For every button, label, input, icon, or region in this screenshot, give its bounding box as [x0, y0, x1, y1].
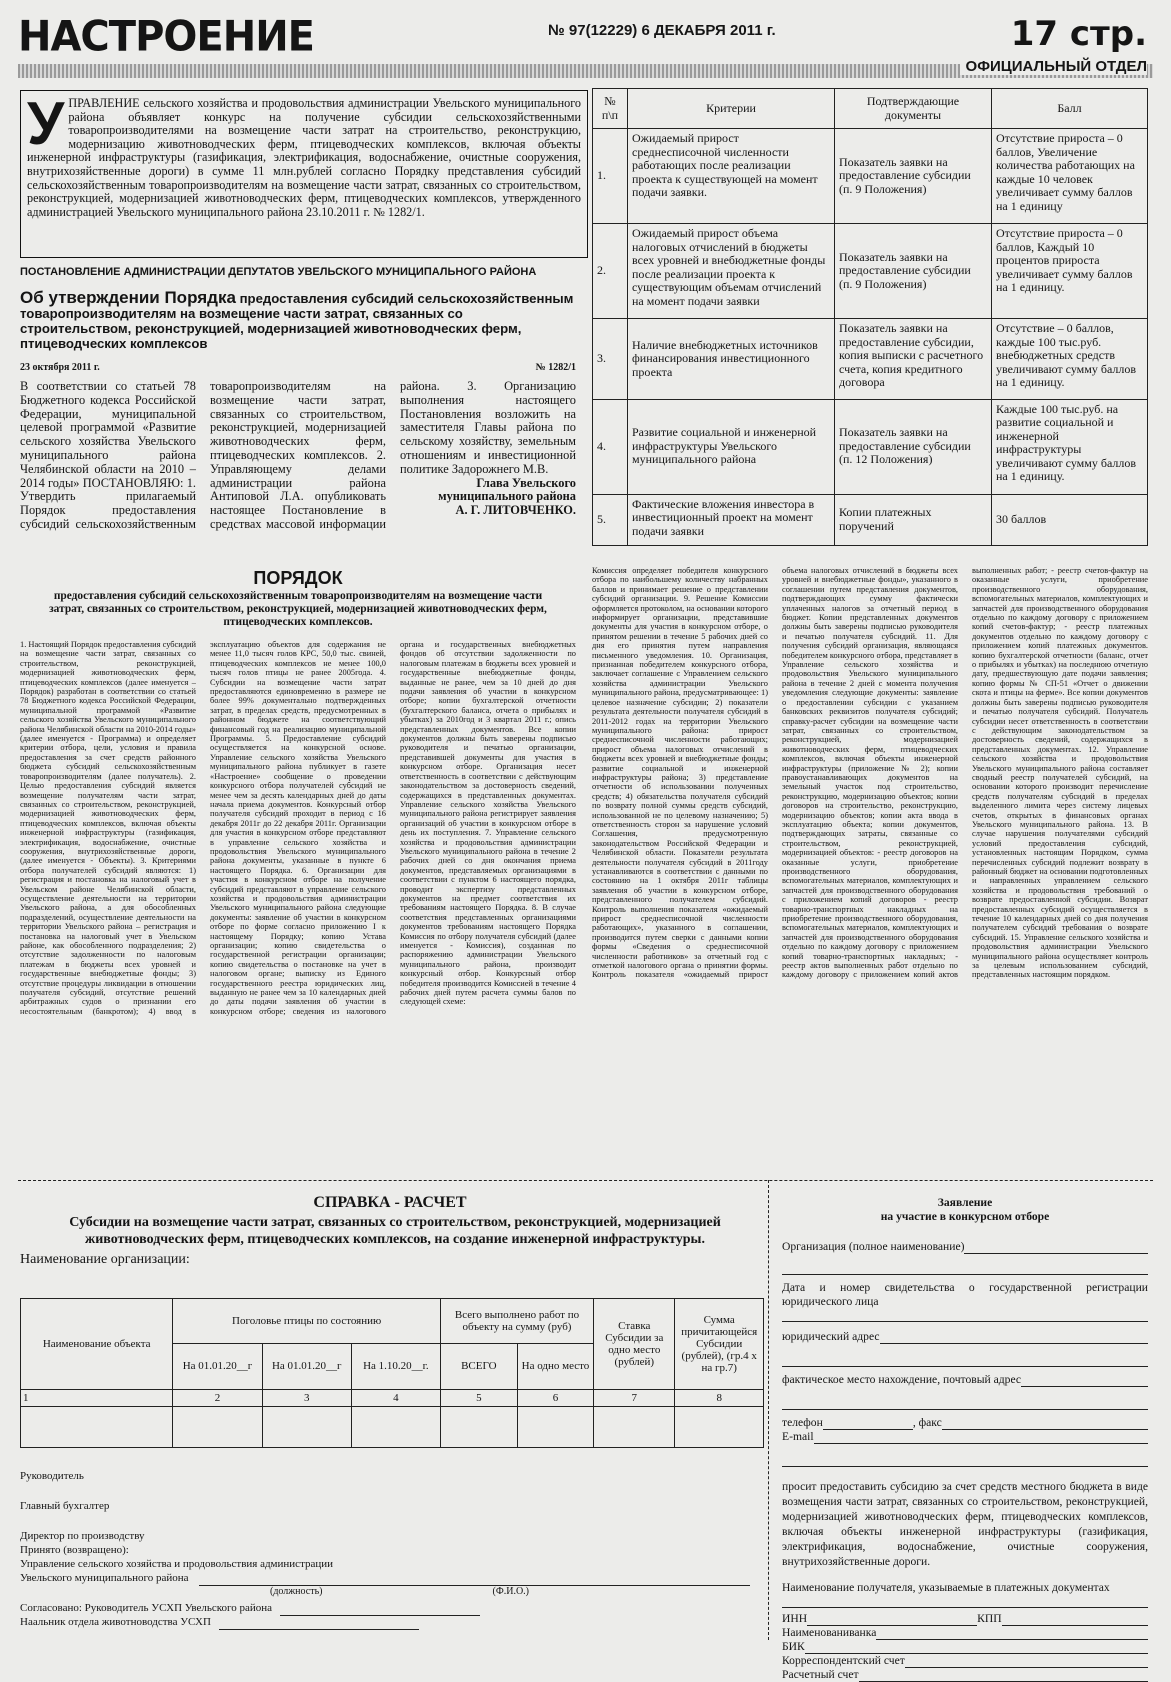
dropcap: У: [27, 90, 65, 157]
application-blank-line: [782, 1354, 1148, 1367]
order-title: ПОРЯДОК: [253, 568, 343, 588]
criteria-row: [593, 494, 1148, 545]
application-actual-line: [1021, 1373, 1148, 1387]
sign-dept: Управление сельского хозяйства и продовольствия администрации: [20, 1558, 334, 1570]
calc-signatures: [20, 1470, 760, 1630]
sign-district: Увельского муниципального района: [20, 1572, 189, 1584]
criteria-header-number: № п\п: [593, 89, 628, 129]
calc-cell: [21, 1407, 173, 1448]
calc-col-stock-date-3: На 1.10.20__г.: [351, 1343, 440, 1390]
sign-director: Директор по производству: [20, 1530, 145, 1542]
calc-num-4: 4: [351, 1390, 440, 1407]
criteria-header-score: Балл: [992, 89, 1148, 129]
application-email: E-mail: [782, 1430, 814, 1443]
sign-chief-line: [219, 1616, 419, 1630]
calc-num-8: 8: [675, 1390, 764, 1407]
application-fax-line: [942, 1416, 1148, 1430]
calc-col-done: Всего выполнено работ по объекту на сумму (руб): [440, 1299, 593, 1344]
calc-subtitle: Субсидии на возмещение части затрат, связанных со строительством, реконструкцией, модернизацией животноводческих ферм, птицеводческих комплексов, на создание инженерной инфраструктуры.: [69, 1215, 721, 1247]
application-legal-line: [880, 1330, 1148, 1344]
application-recipient: Наименование получателя, указываемые в платежных документах: [782, 1581, 1110, 1594]
sign-agreed: Согласовано: Руководитель УСХП Увельского района: [20, 1602, 273, 1614]
criteria-header-documents: Подтверждающие документы: [835, 89, 992, 129]
criteria-row-number: 4.: [593, 399, 628, 494]
criteria-row-number: 2.: [593, 224, 628, 319]
application-account: Расчетный счет: [782, 1668, 859, 1681]
calc-org-label: Наименование организации:: [20, 1252, 190, 1267]
criteria-row: [593, 319, 1148, 399]
resolution-title: [20, 290, 576, 351]
resolution-signer-name: А. Г. ЛИТОВЧЕНКО.: [455, 503, 576, 518]
calc-title: СПРАВКА - РАСЧЕТ: [313, 1194, 467, 1211]
application-fax: , факс: [912, 1416, 942, 1429]
calc-num-1: 1: [21, 1390, 173, 1407]
sign-position: (должность): [270, 1586, 323, 1597]
criteria-header-criteria: Критерии: [628, 89, 835, 129]
cut-line-vertical: [768, 1180, 769, 1640]
calc-header-row-1: [21, 1299, 764, 1344]
resolution-date: 23 октября 2011 г.: [20, 362, 100, 373]
calc-cell: [517, 1407, 593, 1448]
resolution-title-lead: Об утверждении Порядка: [20, 288, 236, 307]
application-kpp: КПП: [977, 1612, 1002, 1625]
application-inn-line: [807, 1612, 977, 1626]
application-title: Заявление: [937, 1196, 993, 1209]
application-email-line: [814, 1430, 1148, 1444]
application-inn: ИНН: [782, 1612, 808, 1625]
application-blank-line: [782, 1397, 1148, 1410]
calc-col-per-place: На одно место: [517, 1343, 593, 1390]
order-subtitle: предоставления субсидий сельскохозяйственным товаропроизводителям на возмещение части затрат, связанных со строительством, реконструкцией, модернизацией животноводческих ферм, птицеводческих комплексов.: [49, 590, 547, 628]
criteria-row-criterion: Развитие социальной и инженерной инфраструктуры Увельского муниципального района: [628, 399, 835, 494]
calc-num-3: 3: [262, 1390, 351, 1407]
announcement-text: ПРАВЛЕНИЕ сельского хозяйства и продовольствия администрации Увельского муниципального района объявляет конкурс на получение субсидии сельскохозяйственными товаропроизводителями на возмещение части затрат на строительство, реконструкцию, модернизацию животноводческих ферм, птицеводческих комплексов, включая объекты инженерной инфраструктуры (газификация, электрификация, водоснабжение, очистные сооружения, внутрихозяйственные дороги) в сумме 11 млн.рублей согласно Порядку представления субсидий сельскохозяйственным товаропроизводителям на возмещение части затрат, связанных со строительством, реконструкцией, модернизацией животноводческих ферм, птицеводческих комплексов, утвержденного администрацией Увельского муниципального района 23.10.2011 г. № 1282/1.: [27, 96, 581, 219]
application-bik: БИК: [782, 1640, 805, 1653]
sign-chief: Наальник отдела животноводства УСХП: [20, 1616, 211, 1628]
resolution-dateline: [20, 362, 576, 373]
order-text-right: [592, 566, 1148, 1170]
criteria-row-criterion: Ожидаемый прирост объема налоговых отчислений в бюджеты всех уровней и внебюджетные фонды после реализации проекта к существующим объемам отчислений на момент подачи заявки: [628, 224, 835, 319]
application-bank-line: [876, 1626, 1148, 1640]
calc-col-sum: Сумма причитающейся Субсидии (рублей), (гр.4 х на гр.7): [675, 1299, 764, 1390]
issue-info: № 97(12229) 6 ДЕКАБРЯ 2011 г.: [548, 22, 776, 39]
criteria-row-criterion: Ожидаемый прирост среднесписочной численности работающих после реализации проекта к существующей на момент подачи заявки.: [628, 129, 835, 224]
masthead: НАСТРОЕНИЕ: [18, 12, 314, 62]
criteria-row-score: Отсутствие прироста – 0 баллов, Каждый 10 процентов прироста увеличивает сумму баллов на 1 единицу.: [992, 224, 1148, 319]
criteria-row-score: Отсутствие прироста – 0 баллов, Увеличение количества работающих на каждые 10 человек увеличивает сумму баллов на 1 единицу: [992, 129, 1148, 224]
criteria-row: [593, 129, 1148, 224]
criteria-row: [593, 224, 1148, 319]
criteria-row-document: Показатель заявки на предоставление субсидии, копия выписки с расчетного счета, копия кредитного договора: [835, 319, 992, 399]
calc-num-6: 6: [517, 1390, 593, 1407]
application-blank-line: [782, 1262, 1148, 1275]
application-reg: Дата и номер свидетельства о государственной регистрации юридического лица: [782, 1281, 1148, 1308]
application-bank: Наименованиванка: [782, 1626, 877, 1639]
calc-col-stock-date-1: На 01.01.20__г: [173, 1343, 262, 1390]
application-org-label: Организация (полное наименование): [782, 1240, 965, 1253]
application-account-line: [859, 1668, 1148, 1682]
application-org-line: [964, 1240, 1148, 1254]
calc-num-5: 5: [440, 1390, 517, 1407]
sign-head: Руководитель: [20, 1470, 84, 1482]
calc-number-row: [21, 1390, 764, 1407]
criteria-row-document: Показатель заявки на предоставление субсидии (п. 12 Положения): [835, 399, 992, 494]
calc-cell: [173, 1407, 262, 1448]
order-text-left: [20, 640, 576, 1170]
application-corr-line: [905, 1654, 1148, 1668]
calc-col-total: ВСЕГО: [440, 1343, 517, 1390]
calc-cell: [440, 1407, 517, 1448]
application-phone: телефон: [782, 1416, 823, 1429]
criteria-row: [593, 399, 1148, 494]
criteria-row-number: 1.: [593, 129, 628, 224]
resolution-number: № 1282/1: [535, 362, 576, 373]
application-kpp-line: [1002, 1612, 1148, 1626]
page-number: 17 стр.: [1010, 14, 1147, 54]
calc-col-stock-date-2: На 01.01.20__г: [262, 1343, 351, 1390]
application-form: [782, 1196, 1148, 1682]
application-subtitle: на участие в конкурсном отборе: [880, 1210, 1050, 1223]
calc-cell: [262, 1407, 351, 1448]
resolution-title-rest: предоставления субсидий сельскохозяйственным товаропроизводителям на возмещение части затрат, связанных со строительством, реконструкцией, модернизацией животноводческих ферм, птицеводческих комплексов: [20, 291, 574, 351]
calc-cell: [351, 1407, 440, 1448]
sign-agreed-line: [280, 1602, 480, 1616]
application-blank-line: [782, 1309, 1148, 1322]
criteria-row-document: Копии платежных поручений: [835, 494, 992, 545]
cut-line: [18, 1180, 1153, 1181]
resolution-rubric: ПОСТАНОВЛЕНИЕ АДМИНИСТРАЦИИ ДЕПУТАТОВ УВЕЛЬСКОГО МУНИЦИПАЛЬНОГО РАЙОНА: [20, 266, 537, 278]
resolution-body: [20, 380, 576, 556]
criteria-row-number: 5.: [593, 494, 628, 545]
criteria-row-document: Показатель заявки на предоставление субсидии (п. 9 Положения): [835, 129, 992, 224]
order-right-text: Комиссия определяет победителя конкурсного отбора по наибольшему количеству набранных баллов и принимает решение о представлении субсидий организации. 9. Решение Комиссии оформляется протоколом, на основании которого информирует организации, представившие документы для участия в конкурсном отборе, о принятом решении в течение 5 рабочих дней со дня его принятия путем направления письменного уведомления. 10. Организация, признанная победителем конкурсного отбора, заключает соглашение с Управлением сельского хозяйства администрации Увельского муниципального района, предусматривающее: 1) целевое назначение субсидии; 2) показатели результата деятельности получателя субсидий в 2011-2012 годах на территории Увельского муниципального района: прирост среднесписочной численности работающих; прирост объема налоговых отчислений в бюджеты всех уровней и внебюджетные фонды; развитие социальной и инженерной инфраструктуры района; 3) представление отчетности об использовании полученных средств; 4) обязательства получателя субсидий по возврату полной суммы средств субсидий, использованной не по целевому назначению; 5) ответственность сторон за нарушение условий Соглашения, предусмотренную законодательством Российской Федерации и Челябинской области. Показатели результата деятельности получателя субсидий в 2011году устанавливаются в соответствии с данными по состоянию на 1 октября 2011г таблицы заявления об участии в конкурсном отборе, представленного получателем субсидий. Контроль выполнения показателя «ожидаемый прирост среднесписочной численности работающих», указанного в соглашении, производится путем сверки с данными копии формы «Сведения о среднесписочной численности работников» за отчетный год с отметкой налогового органа о принятии формы. Контроль показателя «ожидаемый прирост объема налоговых отчислений в бюджеты всех уровней и внебюджетные фонды», указанного в соглашении путем представления документов, подтверждающих сумму фактически уплаченных налогов за отчетный период в бюджет. Копии представленных документов должны быть заверены подписью руководителя и печатью получателя субсидий. 11. Для получения субсидий организация, являющаяся победителем конкурсного отбора, представляет в Управление сельского хозяйства и продовольствия Увельского муниципального района в течение 2 дней с момента получения уведомления следующие документы: заявление о предоставлении субсидии с указанием банковских реквизитов получателя субсидий; справку-расчет субсидии на возмещение части затрат, связанных со строительством, реконструкцией, модернизацией животноводческих ферм, птицеводческих комплексов, включая объекты инженерной инфраструктуры (приложение № 2); копии правоустанавливающих документов на земельный участок под строительство, реконструкцию, модернизацию объектов; копии договоров на строительство, реконструкцию, модернизацию объектов; копии акта ввода в эксплуатацию объекта; копии документов, подтверждающих затраты, связанные со строительством, реконструкцией, модернизацией объектов: - реестр договоров на оказанные услуги, приобретение производственного оборудования, вспомогательных материалов, комплектующих и запчастей для производственного оборудования с приложением копий договоров - реестр товарно-транспортных накладных на приобретение производственного оборудования, вспомогательных материалов, комплектующих и запчастей для производственного оборудования отдельно по каждому договору с приложением копий товарно-транспортных накладных; - реестр актов выполненных работ отдельно по каждому договору с приложением копий актов выполненных работ; - реестр счетов-фактур на оказанные услуги, приобретение производственного оборудования, вспомогательных материалов, комплектующих и запчастей для производственного оборудования отдельно по каждому договору с приложением копий счетов-фактур; - реестр платежных документов отдельно по каждому договору с приложением копий платежных документов. копию бухгалтерской отчетности (баланс, отчет о прибылях и убытках) на последнюю отчетную дату, предшествующую дате подачи заявления; копию формы № СП-51 «Отчет о движении скота и птицы на ферме». Все копии документов должны быть заверены подписью руководителя и печатью получателя субсидий. Получатель субсидии несет ответственность в соответствии с действующим законодательством за достоверность сведений, содержащихся в представленных документах. 12. Управление сельского хозяйства и продовольствия Увельского муниципального района составляет сводный реестр получателей субсидий, на основании которого производит перечисление средств получателям субсидий в пределах выделенного лимита через систему лицевых счетов, открытых в финансовых органах Увельского муниципального района. 13. В случае нарушения получателями субсидий условий предоставления субсидий, установленных настоящим Порядком, сумма перечисленных субсидий подлежит возврату в районный бюджет на основании подготовленных и направленных управлением сельского хозяйства и продовольствия требований о возврате предоставленной субсидии. Возврат предоставленных субсидий осуществляется в течение 10 календарных дней со дня получения получателем субсидий требования о возврате субсидий. 15. Управление сельского хозяйства и продовольствия администрации Увельского муниципального района осуществляет контроль за целевым использованием субсидий, представленных настоящим порядком.: [592, 566, 1148, 980]
criteria-header-row: [593, 89, 1148, 129]
criteria-table: [592, 88, 1148, 546]
criteria-row-criterion: Наличие внебюджетных источников финансирования инвестиционного проекта: [628, 319, 835, 399]
application-corr: Корреспондентский счет: [782, 1654, 905, 1667]
application-blank-line: [782, 1595, 1148, 1608]
announcement-box: [20, 90, 588, 258]
calc-col-stock: Поголовье птицы по состоянию: [173, 1299, 440, 1344]
application-legal: юридический адрес: [782, 1330, 880, 1343]
calc-cell: [675, 1407, 764, 1448]
application-actual: фактическое место нахождение, почтовый адрес: [782, 1373, 1022, 1386]
calc-cell: [594, 1407, 675, 1448]
application-request: просит предоставить субсидию за счет средств местного бюджета в виде возмещения части затрат, связанных со строительством, реконструкцией, модернизацией животноводческих ферм, птицеводческих комплексов, включая объекты инженерной инфраструктуры (газификация, электрификация, водоснабжение, очистные сооружения, внутрихозяйственные дороги.: [782, 1480, 1148, 1568]
resolution-text: В соответствии со статьей 78 Бюджетного кодекса Российской Федерации, муниципальной целевой программой «Развитие сельского хозяйства Увельского муниципального района Челябинской области на 2010 – 2014 годы» ПОСТАНОВЛЯЮ: 1. Утвердить прилагаемый Порядок предоставления субсидий сельскохозяйственным товаропроизводителям на возмещение части затрат, связанных со строительством, реконструкцией, модернизацией животноводческих ферм, птицеводческих комплексов. 2. Управляющему делами администрации района Антиповой Л.А. опубликовать настоящее Постановление в средствах массовой информации района. 3. Организацию выполнения настоящего Постановления возложить на заместителя Главы района по сельскому хозяйству, земельным отношениям и инвестиционной политике Задорожнего М.В.: [20, 380, 576, 531]
sign-fio: (Ф.И.О.): [492, 1586, 530, 1597]
criteria-row-score: 30 баллов: [992, 494, 1148, 545]
criteria-row-score: Отсутствие – 0 баллов, каждые 100 тыс.руб. внебюджетных средств увеличивают сумму баллов на 1 единицу.: [992, 319, 1148, 399]
sign-accountant: Главный бухгалтер: [20, 1500, 110, 1512]
criteria-row-criterion: Фактические вложения инвестора в инвестиционный проект на момент подачи заявки: [628, 494, 835, 545]
criteria-row-score: Каждые 100 тыс.руб. на развитие социальной и инженерной инфраструктуры увеличивают сумму баллов на 1 единицу.: [992, 399, 1148, 494]
section-title: ОФИЦИАЛЬНЫЙ ОТДЕЛ: [960, 58, 1147, 75]
calc-num-2: 2: [173, 1390, 262, 1407]
criteria-row-document: Показатель заявки на предоставление субсидии (п. 9 Положения): [835, 224, 992, 319]
resolution-signer-title: Глава Увельского муниципального района: [438, 475, 576, 504]
calc-table: [20, 1298, 764, 1448]
application-bik-line: [805, 1640, 1148, 1654]
sign-accepted: Принято (возвращено):: [20, 1544, 129, 1556]
calc-empty-row: [21, 1407, 764, 1448]
criteria-row-number: 3.: [593, 319, 628, 399]
order-left-text: 1. Настоящий Порядок предоставления субсидий на возмещение части затрат, связанных со строительством, реконструкцией, модернизацией животноводческих ферм, птицеводческих комплексов (далее именуется – Порядок) разработан в соответствии со статьей 78 Бюджетного кодекса Российской Федерации, муниципальной программой «Развитие сельского хозяйства Увельского муниципального района Челябинской области на 2010-2014 годы» (далее именуется - Программа) и определяет критерии отбора, цели, условия и правила предоставления за счет средств районного бюджета субсидий сельскохозяйственным товаропроизводителям (далее получатель). 2. Целью предоставления субсидий является возмещение получателям части затрат, связанных со строительством, реконструкцией, модернизацией животноводческих ферм, птицеводческих комплексов, включая объекты инженерной инфраструктуры (газификация, электрификация, водоснабжение, очистные сооружения, внутрихозяйственные дороги, (далее именуется - Объекты). 3. Критериями отбора получателей субсидий являются: 1) регистрация и постановка на налоговый учет в Увельском районе Челябинской области, осуществление деятельности на территории Увельского района, а для обособленных подразделений, осуществление деятельности на территории Увельского района – регистрация и постановка на налоговый учет в Увельском районе, как обособленного подразделения; 2) отсутствие задолженности по налоговым платежам в бюджеты всех уровней и государственные внебюджетные фонды; 3) отсутствие процедуры ликвидации в отношении получателя субсидий, отсутствие решений арбитражных судов о признании его несостоятельным (банкротом); 4) ввод в эксплуатацию объектов для содержания не менее 11,0 тысяч голов КРС, 50,0 тыс. свиней, птицеводческих комплексов не менее 100,0 тысяч голов птицы не ранее 2005года. 4. Субсидии на возмещение части затрат предоставляются единовременно в размере не более 99% документально подтвержденных затрат, в пределах средств, предусмотренных в районном бюджете на соответствующий финансовый год на реализацию муниципальной Программы. 5. Предоставление субсидий осуществляется на конкурсной основе. Управление сельского хозяйства Увельского муниципального района публикует в газете «Настроение» сообщение о проведении конкурсного отбора получателей субсидий не менее чем за десять календарных дней до даты начала приема документов. Конкурсный отбор получателя субсидий проходит в период с 16 декабря 2011г до 22 декабря 2011г. Организации для участия в конкурсном отборе представляют в управление сельского хозяйства и продовольствия Увельского муниципального района документы, указанные в пункте 6 настоящего Порядка. 6. Организации для участия в конкурсном отборе на получение субсидий представляют в управление сельского хозяйства и продовольствия администрации Увельского муниципального района следующие документы: заявление об участии в конкурсном отборе по форме согласно приложению I к настоящему Порядку; копию Устава организации; копию свидетельства о государственной регистрации организации; копию свидетельства о постановке на учет в налоговом органе; выписку из Единого государственного реестра юридических лиц, выданную не ранее чем за 10 календарных дней до даты подачи заявления об участии в конкурсном отборе; сведения из налогового органа и государственных внебюджетных фондов об отсутствии задолженности по налоговым платежам в бюджеты всех уровней и государственные внебюджетные фонды, выданные не ранее, чем за 10 дней до дня подачи заявления об участии в конкурсном отборе; копии бухгалтерской отчетности (бухгалтерского баланса, отчета о прибылях и убытках) за 2010год и 3 квартал 2011 г.; опись представленных документов. Все копии документов должны быть заверены подписью руководителя и печатью организации, представившей документы для участия в конкурсном отборе. Организация несет ответственность в соответствии с действующим законодательством за достоверность сведений, содержащихся в представленных документах. Управление сельского хозяйства Увельского муниципального района регистрирует заявления организаций об участии в конкурсном отборе в день их поступления. 7. Управление сельского хозяйства и продовольствия администрации Увельского муниципального района в течение 2 рабочих дней со дня окончания приема документов, представляемых организациями в соответствии с пунктом 6 настоящего порядка, проводит экспертизу представленных документов на предмет соответствия их требованиям настоящего Порядка. 8. В случае соответствия представленных организациями документов требованиям настоящего Порядка Комиссия по отбору получателя субсидий (далее именуется - Комиссия), созданная по распоряжению администрации Увельского муниципального района, производит конкурсный отбор. Конкурсный отбор победителя производится Комиссией в течение 4 рабочих дней путем расчета суммы балов по следующей схеме:: [20, 640, 576, 1016]
calc-col-rate: Ставка Субсидии за одно место (рублей): [594, 1299, 675, 1390]
application-blank-line: [782, 1460, 1148, 1467]
calc-col-object: Наименование объекта: [21, 1299, 173, 1390]
calc-num-7: 7: [594, 1390, 675, 1407]
application-phone-line: [823, 1416, 913, 1430]
sign-district-line: [199, 1572, 750, 1586]
